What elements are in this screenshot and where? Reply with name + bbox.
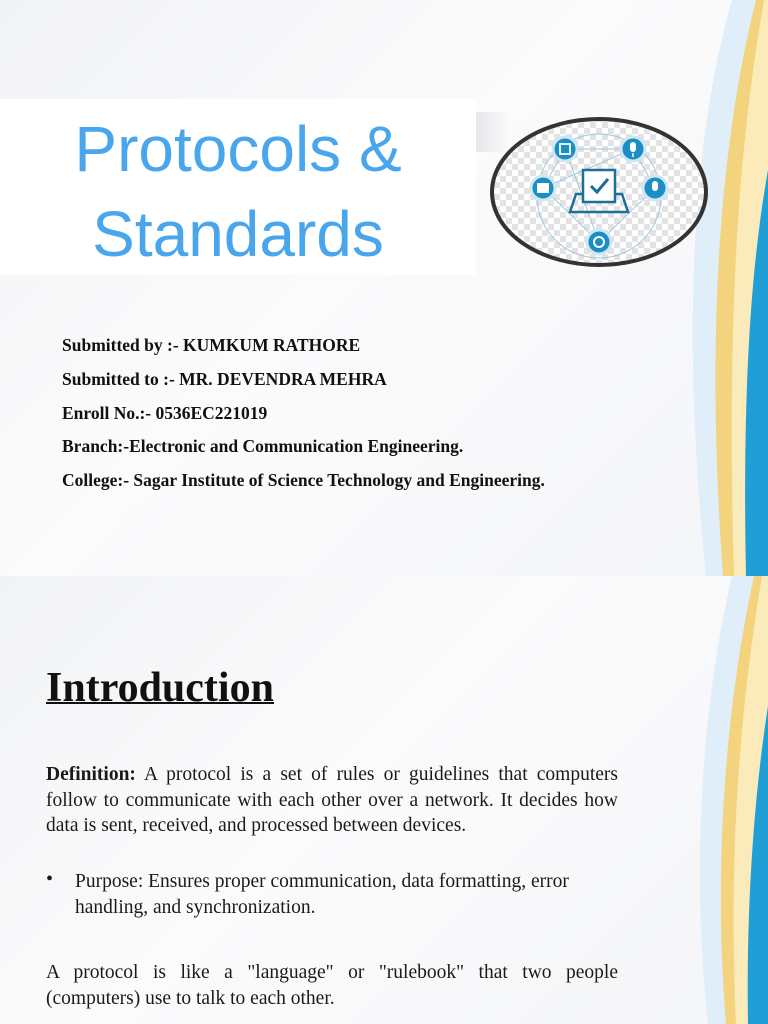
definition-text: A protocol is a set of rules or guidelines that computers follow to communicate with each other over a network. It decides how data is sent, received, and processed between devices. xyxy=(46,764,618,836)
submission-details xyxy=(62,334,545,503)
title-box xyxy=(0,99,476,275)
settings-icon xyxy=(643,176,667,200)
analogy-paragraph: A protocol is like a "language" or "rulebook" that two people (computers) use to talk to each other. xyxy=(46,962,618,1009)
bullet-marker: • xyxy=(46,868,54,890)
slide-title-line-2: Standards xyxy=(92,198,384,270)
list-item xyxy=(46,869,618,920)
video-icon xyxy=(587,230,611,254)
decorative-wave xyxy=(648,576,768,1024)
purpose-text: Purpose: Ensures proper communication, data formatting, error handling, and synchronization. xyxy=(75,871,569,918)
definition-label: Definition: xyxy=(46,764,136,785)
mail-icon xyxy=(531,176,555,200)
microphone-icon xyxy=(621,137,645,161)
college: College:- Sagar Institute of Science Technology and Engineering. xyxy=(62,470,545,491)
introduction-slide xyxy=(0,576,768,1024)
decorative-wave xyxy=(648,0,768,576)
enroll-number: Enroll No.:- 0536EC221019 xyxy=(62,402,268,423)
slide-title-line-1: Protocols & xyxy=(74,113,402,185)
section-heading: Introduction xyxy=(46,665,274,711)
submitted-by: Submitted by :- KUMKUM RATHORE xyxy=(62,335,361,355)
network-illustration-icon xyxy=(488,116,710,270)
submitted-to: Submitted to :- MR. DEVENDRA MEHRA xyxy=(62,368,387,389)
branch: Branch:-Electronic and Communication Engineering. xyxy=(62,436,464,457)
definition-paragraph xyxy=(46,762,618,839)
ai-chip-icon xyxy=(553,137,577,161)
